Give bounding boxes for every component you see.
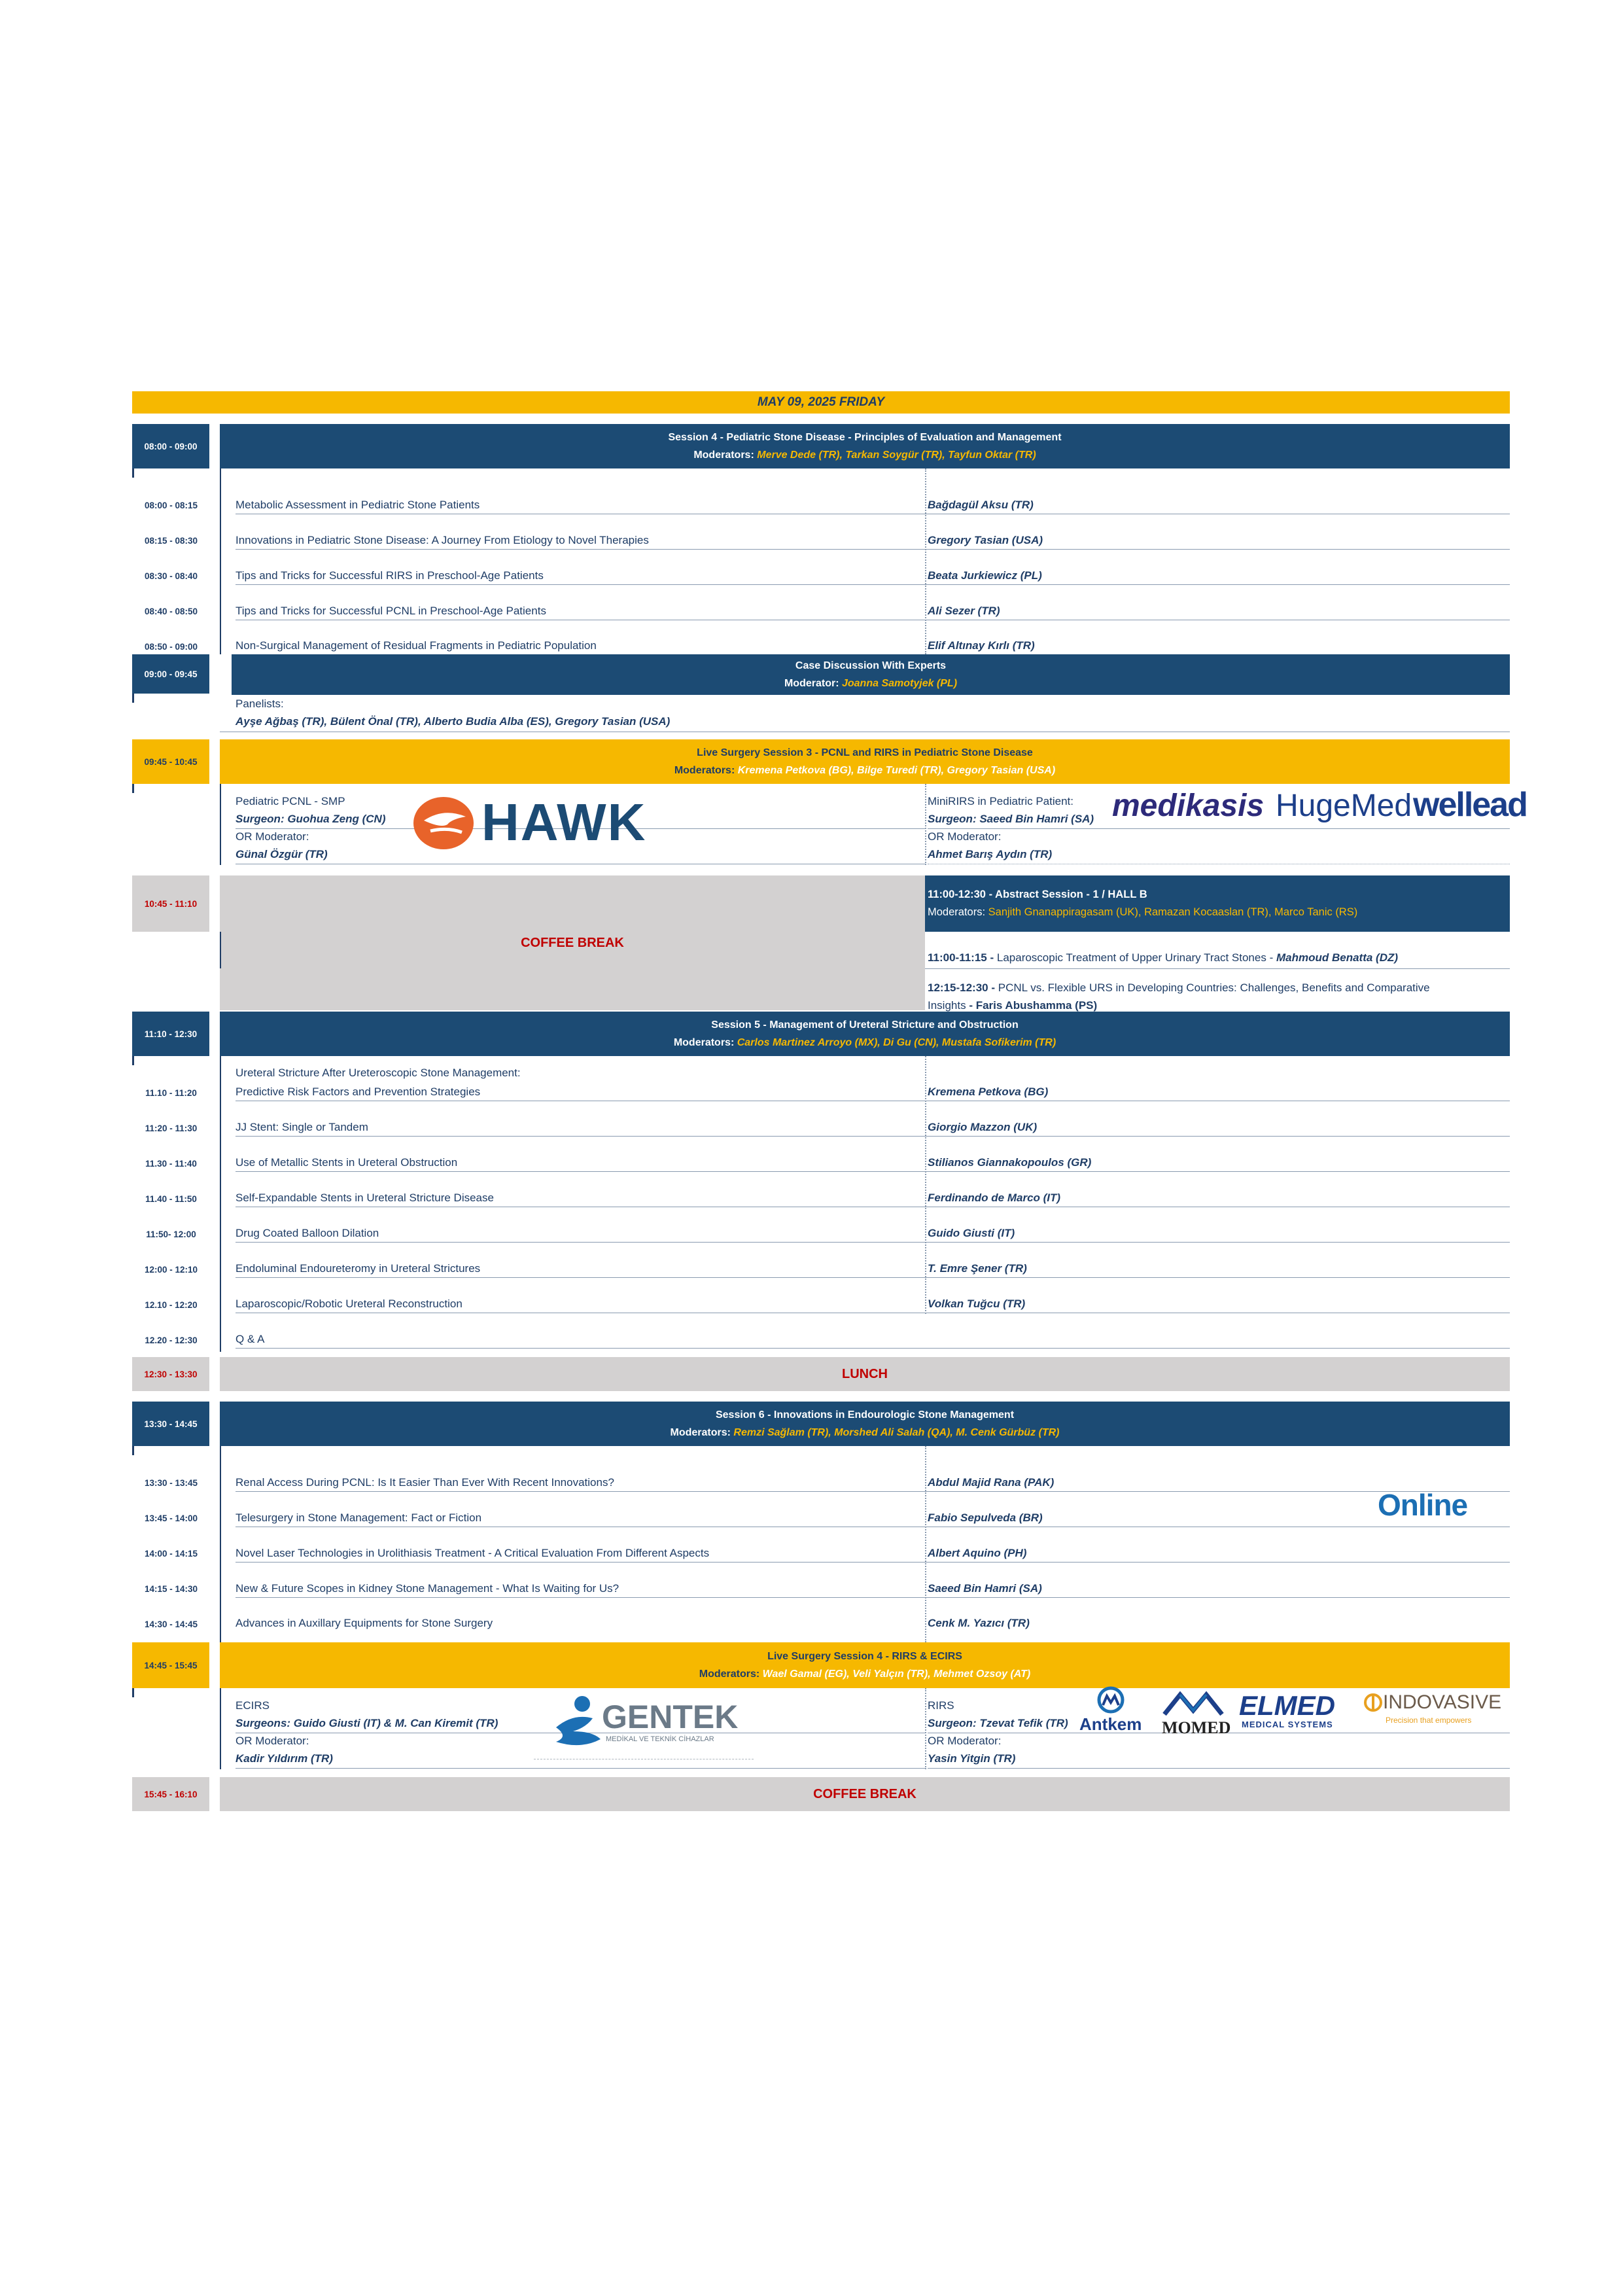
ls3-right-surgeon: Surgeon: Saeed Bin Hamri (SA) bbox=[928, 813, 1094, 825]
s6-header bbox=[220, 1402, 1510, 1446]
divider bbox=[220, 1688, 221, 1769]
talk-time: 13:30 - 13:45 bbox=[144, 1478, 198, 1488]
ls4-right-or-label: OR Moderator: bbox=[928, 1735, 1002, 1747]
ls3-title: Live Surgery Session 3 - PCNL and RIRS in Pediatric Stone Disease bbox=[697, 747, 1033, 758]
talk-row bbox=[236, 1332, 1510, 1349]
divider bbox=[132, 468, 134, 478]
abstract-talk-2-speaker: - Faris Abushamma (PS) bbox=[969, 999, 1098, 1012]
gentek-figure-icon bbox=[547, 1693, 606, 1752]
indovasive-logo bbox=[1363, 1689, 1502, 1735]
divider bbox=[928, 1768, 1510, 1769]
talk-time: 13:45 - 14:00 bbox=[144, 1513, 198, 1523]
momed-wordmark: MOMED bbox=[1162, 1718, 1231, 1737]
talk-title: New & Future Scopes in Kidney Stone Management - What Is Waiting for Us? bbox=[236, 1582, 620, 1595]
talk-time: 08:40 - 08:50 bbox=[144, 607, 198, 616]
talk-speaker: Stilianos Giannakopoulos (GR) bbox=[928, 1156, 1092, 1169]
s6-title: Session 6 - Innovations in Endourologic Stone Management bbox=[715, 1409, 1015, 1421]
talk-time: 11.40 - 11:50 bbox=[145, 1194, 197, 1204]
talk-title: Advances in Auxillary Equipments for Stone Surgery bbox=[236, 1617, 493, 1629]
elmed-wordmark: ELMED bbox=[1239, 1690, 1335, 1721]
s5-header bbox=[220, 1012, 1510, 1056]
ls3-right-proc: MiniRIRS in Pediatric Patient: bbox=[928, 795, 1073, 807]
ls3-header bbox=[220, 739, 1510, 784]
abstract-mod-label: Moderators: bbox=[928, 906, 986, 918]
talk-title: Metabolic Assessment in Pediatric Stone Patients bbox=[236, 499, 480, 511]
ls4-right-or-mod: Yasin Yitgin (TR) bbox=[928, 1752, 1016, 1765]
talk-row bbox=[236, 1475, 1510, 1492]
divider bbox=[925, 784, 926, 865]
talk-title: Renal Access During PCNL: Is It Easier Than Ever With Recent Innovations? bbox=[236, 1476, 614, 1489]
talk-time: 08:30 - 08:40 bbox=[144, 571, 198, 581]
talk-speaker: Volkan Tuğcu (TR) bbox=[928, 1298, 1026, 1310]
ls4-left-or-mod: Kadir Yıldırım (TR) bbox=[236, 1752, 333, 1765]
momed-logo bbox=[1158, 1688, 1230, 1740]
panelists-label: Panelists: bbox=[236, 698, 284, 710]
talk-speaker: Guido Giusti (IT) bbox=[928, 1227, 1015, 1239]
talk-row bbox=[236, 1085, 1510, 1101]
talk-time: 12:00 - 12:10 bbox=[144, 1265, 198, 1275]
lunch-bar bbox=[220, 1357, 1510, 1391]
talk-row bbox=[236, 1581, 1510, 1598]
abstract-talk-2-title: PCNL vs. Flexible URS in Developing Countries: Challenges, Benefits and Comparative bbox=[998, 981, 1430, 994]
ls4-left-or-label: OR Moderator: bbox=[236, 1735, 309, 1747]
abstract-talk-2-title-cont: Insights bbox=[928, 999, 966, 1012]
ls4-right-proc: RIRS bbox=[928, 1699, 954, 1712]
hawk-bird-icon bbox=[411, 794, 476, 853]
talk-title: Laparoscopic/Robotic Ureteral Reconstruction bbox=[236, 1298, 462, 1310]
divider bbox=[220, 1056, 221, 1352]
talk-speaker: Fabio Sepulveda (BR) bbox=[928, 1511, 1043, 1524]
hugemed-logo bbox=[1276, 788, 1412, 824]
case-moderator: Joanna Samotyjek (PL) bbox=[841, 678, 958, 689]
talk-time: 11:50- 12:00 bbox=[146, 1229, 196, 1239]
talk-row bbox=[236, 1511, 1510, 1527]
divider bbox=[132, 694, 134, 703]
divider bbox=[220, 932, 221, 968]
divider bbox=[132, 1056, 134, 1065]
talk-time: 11:20 - 11:30 bbox=[145, 1123, 198, 1133]
ls4-moderators: Wael Gamal (EG), Veli Yalçın (TR), Mehmet Ozsoy (AT) bbox=[762, 1669, 1031, 1680]
s4-title: Session 4 - Pediatric Stone Disease - Principles of Evaluation and Management bbox=[668, 432, 1062, 443]
s5-time: 11:10 - 12:30 bbox=[132, 1012, 209, 1056]
elmed-logo bbox=[1239, 1691, 1344, 1737]
talk-title: Q & A bbox=[236, 1333, 265, 1345]
talk-row bbox=[236, 604, 1510, 620]
abstract-talk-2 bbox=[928, 979, 1503, 1014]
antkem-icon bbox=[1092, 1686, 1129, 1714]
ls3-right-or-mod: Ahmet Barış Aydın (TR) bbox=[928, 848, 1053, 860]
abstract-talk-2-time: 12:15-12:30 - bbox=[928, 981, 996, 994]
divider bbox=[132, 784, 134, 793]
talk-time: 11.30 - 11:40 bbox=[145, 1159, 197, 1169]
abstract-talk-1-title: Laparoscopic Treatment of Upper Urinary Tract Stones - bbox=[996, 951, 1274, 964]
talk-time: 14:00 - 14:15 bbox=[144, 1549, 198, 1559]
case-title: Case Discussion With Experts bbox=[795, 660, 947, 671]
talk-row bbox=[236, 1120, 1510, 1137]
talk-title: Tips and Tricks for Successful RIRS in Preschool-Age Patients bbox=[236, 569, 544, 582]
talk-title: Use of Metallic Stents in Ureteral Obstruction bbox=[236, 1156, 458, 1169]
break2-time: 15:45 - 16:10 bbox=[132, 1777, 209, 1811]
divider bbox=[928, 828, 1510, 829]
ls3-left-or-mod: Günal Özgür (TR) bbox=[236, 848, 328, 860]
abstract-talk-1 bbox=[928, 951, 1398, 964]
ls4-right-surgeon: Surgeon: Tzevat Tefik (TR) bbox=[928, 1717, 1068, 1729]
gentek-tagline: MEDİKAL VE TEKNİK CİHAZLAR bbox=[606, 1735, 714, 1743]
medikasis-wordmark: medikasis bbox=[1112, 788, 1265, 823]
online-logo bbox=[1378, 1488, 1467, 1522]
talk-row bbox=[236, 1191, 1510, 1207]
talk-time: 08:50 - 09:00 bbox=[144, 642, 198, 652]
momed-icon bbox=[1161, 1688, 1226, 1717]
s4-header bbox=[220, 424, 1510, 468]
talk-title: Predictive Risk Factors and Prevention Strategies bbox=[236, 1086, 481, 1098]
divider bbox=[925, 1688, 926, 1769]
lunch-label: LUNCH bbox=[842, 1366, 888, 1381]
talk-speaker: T. Emre Şener (TR) bbox=[928, 1262, 1027, 1275]
talk-row bbox=[236, 639, 1510, 654]
s5-first-line: Ureteral Stricture After Ureteroscopic Stone Management: bbox=[236, 1067, 521, 1079]
talk-speaker: Beata Jurkiewicz (PL) bbox=[928, 569, 1042, 582]
s5-title: Session 5 - Management of Ureteral Stricture and Obstruction bbox=[711, 1019, 1019, 1031]
ls4-title: Live Surgery Session 4 - RIRS & ECIRS bbox=[767, 1651, 962, 1662]
divider bbox=[220, 468, 221, 654]
hawk-logo bbox=[411, 793, 646, 852]
gentek-logo bbox=[547, 1692, 750, 1755]
talk-speaker: Bağdagül Aksu (TR) bbox=[928, 499, 1034, 511]
abstract-header bbox=[925, 875, 1510, 932]
ls3-mod-label: Moderators: bbox=[674, 765, 735, 776]
ls3-left-proc: Pediatric PCNL - SMP bbox=[236, 795, 345, 807]
talk-speaker: Ali Sezer (TR) bbox=[928, 605, 1000, 617]
s5-mod-label: Moderators: bbox=[673, 1037, 735, 1048]
antkem-logo bbox=[1077, 1686, 1149, 1738]
talk-time: 12.10 - 12:20 bbox=[145, 1300, 198, 1310]
talk-row bbox=[236, 1616, 1510, 1632]
wellead-logo bbox=[1413, 786, 1527, 823]
ls3-moderators: Kremena Petkova (BG), Bilge Turedi (TR), Gregory Tasian (USA) bbox=[737, 765, 1056, 776]
panelists: Ayşe Ağbaş (TR), Bülent Önal (TR), Alberto Budia Alba (ES), Gregory Tasian (USA) bbox=[236, 715, 671, 728]
s4-mod-label: Moderators: bbox=[693, 450, 754, 461]
talk-speaker: Cenk M. Yazıcı (TR) bbox=[928, 1617, 1030, 1629]
divider bbox=[132, 1688, 134, 1697]
talk-title: Innovations in Pediatric Stone Disease: A Journey From Etiology to Novel Therapies bbox=[236, 534, 649, 546]
talk-time: 11.10 - 11:20 bbox=[145, 1088, 197, 1098]
lunch-time: 12:30 - 13:30 bbox=[132, 1357, 209, 1391]
talk-row bbox=[236, 533, 1510, 550]
talk-row bbox=[236, 1297, 1510, 1313]
abstract-talk-1-time: 11:00-11:15 - bbox=[928, 951, 994, 964]
abstract-moderators: Sanjith Gnanappiragasam (UK), Ramazan Kocaaslan (TR), Marco Tanic (RS) bbox=[988, 906, 1358, 918]
indovasive-icon bbox=[1363, 1691, 1383, 1717]
divider bbox=[132, 1446, 134, 1455]
talk-title: Novel Laser Technologies in Urolithiasis Treatment - A Critical Evaluation From Different Aspects bbox=[236, 1547, 710, 1559]
talk-speaker: Saeed Bin Hamri (SA) bbox=[928, 1582, 1042, 1595]
talk-title: Drug Coated Balloon Dilation bbox=[236, 1227, 379, 1239]
case-time: 09:00 - 09:45 bbox=[132, 654, 209, 694]
s5-moderators: Carlos Martinez Arroyo (MX), Di Gu (CN), Mustafa Sofikerim (TR) bbox=[737, 1037, 1056, 1048]
s6-moderators: Remzi Sağlam (TR), Morshed Ali Salah (QA), M. Cenk Gürbüz (TR) bbox=[733, 1427, 1060, 1438]
break1-time: 10:45 - 11:10 bbox=[132, 875, 209, 932]
talk-time: 12.20 - 12:30 bbox=[145, 1335, 198, 1345]
ls3-left-surgeon: Surgeon: Guohua Zeng (CN) bbox=[236, 813, 386, 825]
talk-row bbox=[236, 569, 1510, 585]
talk-row bbox=[236, 1156, 1510, 1172]
s4-time: 08:00 - 09:00 bbox=[132, 424, 209, 468]
elmed-tagline: MEDICAL SYSTEMS bbox=[1242, 1720, 1333, 1729]
indovasive-tagline: Precision that empowers bbox=[1386, 1716, 1472, 1725]
hawk-wordmark: HAWK bbox=[481, 793, 647, 851]
talk-row bbox=[236, 1546, 1510, 1563]
talk-speaker: Giorgio Mazzon (UK) bbox=[928, 1121, 1038, 1133]
coffee-break-2-label: COFFEE BREAK bbox=[813, 1786, 916, 1801]
hugemed-wordmark: HugeMed bbox=[1276, 788, 1412, 823]
talk-time: 08:15 - 08:30 bbox=[144, 536, 198, 546]
talk-title: Self-Expandable Stents in Ureteral Stricture Disease bbox=[236, 1192, 494, 1204]
talk-time: 08:00 - 08:15 bbox=[144, 501, 198, 510]
ls4-header bbox=[220, 1642, 1510, 1688]
talk-speaker: Elif Altınay Kırlı (TR) bbox=[928, 639, 1035, 652]
ls3-left-or-label: OR Moderator: bbox=[236, 830, 309, 843]
coffee-break-1-label: COFFEE BREAK bbox=[521, 935, 624, 950]
ls4-time: 14:45 - 15:45 bbox=[132, 1642, 209, 1688]
talk-title: Non-Surgical Management of Residual Fragments in Pediatric Population bbox=[236, 639, 597, 652]
abstract-title: 11:00-12:30 - Abstract Session - 1 / HALL B bbox=[928, 889, 1147, 900]
medikasis-logo bbox=[1112, 788, 1264, 824]
online-wordmark: Online bbox=[1378, 1488, 1468, 1522]
antkem-wordmark: Antkem bbox=[1079, 1714, 1142, 1734]
coffee-break-1 bbox=[220, 875, 925, 1010]
divider bbox=[220, 1446, 221, 1642]
talk-speaker: Abdul Majid Rana (PAK) bbox=[928, 1476, 1055, 1489]
gentek-wordmark: GENTEK bbox=[602, 1699, 739, 1735]
talk-speaker: Gregory Tasian (USA) bbox=[928, 534, 1043, 546]
divider bbox=[925, 468, 926, 654]
talk-row bbox=[236, 498, 1510, 514]
talk-time: 14:15 - 14:30 bbox=[144, 1584, 198, 1594]
abstract-talk-1-speaker: Mahmoud Benatta (DZ) bbox=[1276, 951, 1399, 964]
case-mod-label: Moderator: bbox=[784, 678, 839, 689]
divider bbox=[925, 968, 1510, 969]
wellead-wordmark: wellead bbox=[1413, 786, 1527, 824]
talk-speaker: Ferdinando de Marco (IT) bbox=[928, 1192, 1061, 1204]
day-title-bar bbox=[132, 391, 1510, 414]
indovasive-wordmark: INDOVASIVE bbox=[1383, 1691, 1502, 1713]
talk-title: Tips and Tricks for Successful PCNL in Preschool-Age Patients bbox=[236, 605, 546, 617]
s4-moderators: Merve Dede (TR), Tarkan Soygür (TR), Tayfun Oktar (TR) bbox=[757, 450, 1036, 461]
ls4-left-surgeon: Surgeons: Guido Giusti (IT) & M. Can Kiremit (TR) bbox=[236, 1717, 498, 1729]
talk-time: 14:30 - 14:45 bbox=[144, 1619, 198, 1629]
ls3-time: 09:45 - 10:45 bbox=[132, 739, 209, 784]
ls3-right-or-label: OR Moderator: bbox=[928, 830, 1002, 843]
talk-speaker: Kremena Petkova (BG) bbox=[928, 1086, 1049, 1098]
case-header bbox=[232, 654, 1510, 695]
talk-title: Telesurgery in Stone Management: Fact or Fiction bbox=[236, 1511, 482, 1524]
ls4-mod-label: Moderators: bbox=[699, 1669, 760, 1680]
talk-title: Endoluminal Endoureteromy in Ureteral Strictures bbox=[236, 1262, 481, 1275]
s6-mod-label: Moderators: bbox=[670, 1427, 731, 1438]
day-title: MAY 09, 2025 FRIDAY bbox=[757, 395, 885, 409]
s6-time: 13:30 - 14:45 bbox=[132, 1402, 209, 1446]
divider bbox=[220, 784, 221, 865]
divider bbox=[236, 1768, 925, 1769]
talk-row bbox=[236, 1262, 1510, 1278]
talk-row bbox=[236, 1226, 1510, 1243]
coffee-break-2 bbox=[220, 1777, 1510, 1811]
talk-title: JJ Stent: Single or Tandem bbox=[236, 1121, 368, 1133]
talk-speaker: Albert Aquino (PH) bbox=[928, 1547, 1027, 1559]
ls4-left-proc: ECIRS bbox=[236, 1699, 270, 1712]
